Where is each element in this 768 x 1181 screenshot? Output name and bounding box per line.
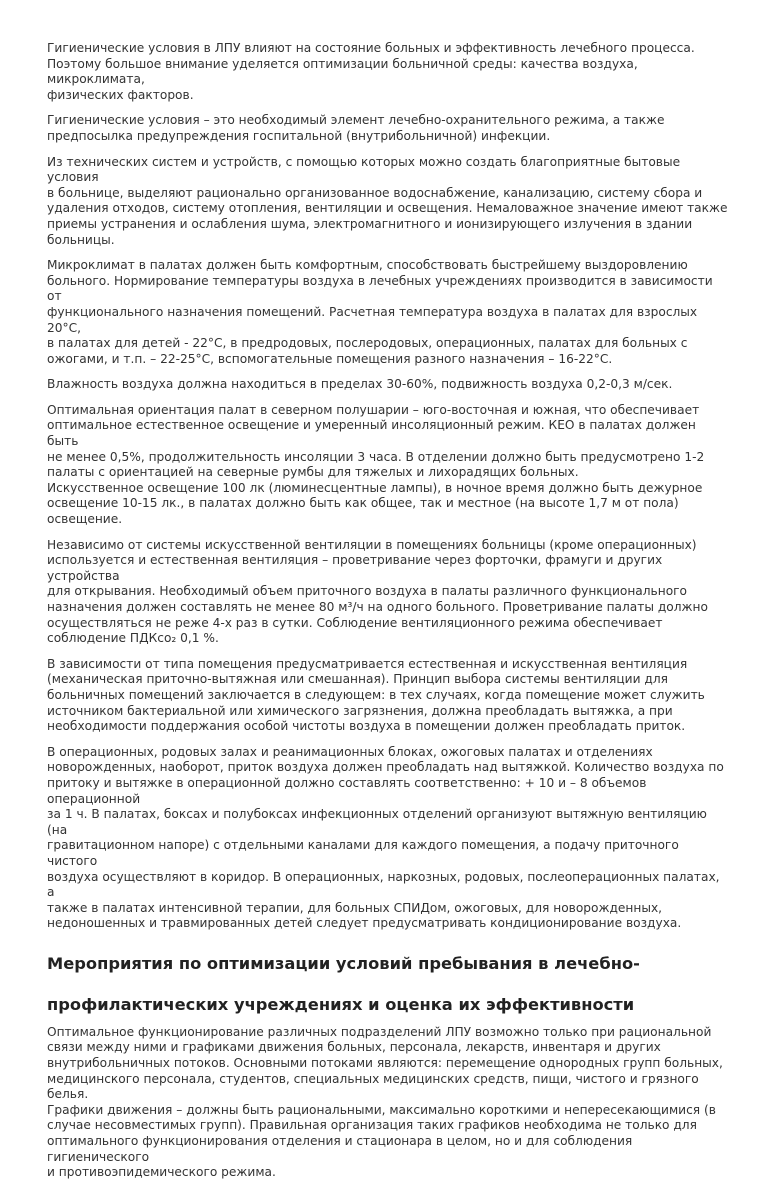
paragraph-hygiene-definition: Гигиенические условия – это необходимый элемент лечебно-охранительного режима, а также предпосылка предупреждения госпитальной (внутрибольничной) инфекции. — [47, 113, 665, 143]
paragraph-orientation-lighting: Оптимальная ориентация палат в северном полушарии – юго-восточная и южная, что обеспечивает оптимальное естественное освещение и умеренный инсоляционный режим. КЕО в палатах должен быть не менее 0,5%, продолжительность инсоляции 3 часа. В отделении должно быть предусмотрено 1-2 палаты с ориентацией на северные румбы для тяжелых и лихорадящих больных. Искусственное освещение 100 лк (люминесцентные лампы), в ночное время должно быть дежурное освещение 10-15 лк., в палатах должно быть как общее, так и местное (на высоте 1,7 м от пола) освещение. — [47, 402, 705, 527]
paragraph-technical-systems: Из технических систем и устройств, с помощью которых можно создать благоприятные бытовые условия в больнице, выделяют рационально организованное водоснабжение, канализацию, систему сбора и удаления отходов, систему отопления, вентиляции и освещения. Немаловажное значение имеют также приемы устранения и ослабления шума, электромагнитного и ионизирующего излучения в здании больницы. — [47, 154, 728, 247]
paragraph-operating-ventilation: В операционных, родовых залах и реанимационных блоках, ожоговых палатах и отделениях новорожденных, наоборот, приток воздуха должен преобладать над вытяжкой. Количество воздуха по притоку и вытяжке в операционной должно составлять соответственно: + 10 и – 8 объемов операционной за 1 ч. В палатах, боксах и полубоксах инфекционных отделений организуют вытяжную вентиляцию (на гравитационном напоре) с отдельными каналами для каждого помещения, а подачу приточного чистого воздуха осуществляют в коридор. В операционных, наркозных, родовых, послеоперационных палатах, а также в палатах интенсивной терапии, для больных СПИДом, ожоговых, для новорожденных, недоношенных и травмированных детей следует предусматривать кондиционирование воздуха. — [47, 744, 724, 931]
paragraph-humidity: Влажность воздуха должна находиться в пределах 30-60%, подвижность воздуха 0,2-0,3 м/сек. — [47, 377, 673, 392]
section-heading-line-1: Мероприятия по оптимизации условий пребывания в лечебно- — [47, 953, 640, 973]
paragraph-hygiene-intro: Гигиенические условия в ЛПУ влияют на состояние больных и эффективность лечебного процесса. Поэтому большое внимание уделяется оптимизации больничной среды: качества воздуха, микроклимата, физических факторов. — [47, 41, 695, 102]
paragraph-microclimate: Микроклимат в палатах должен быть комфортным, способствовать быстрейшему выздоровлению больного. Нормирование температуры воздуха в лечебных учреждениях производится в зависимости от функционального назначения помещений. Расчетная температура воздуха в палатах для взрослых 20°С, в палатах для детей - 22°С, в предродовых, послеродовых, операционных, палатах для больных с ожогами, и т.п. – 22-25°С, вспомогательные помещения разного назначения – 16-22°С. — [47, 258, 713, 366]
paragraph-flows-organization: Оптимальное функционирование различных подразделений ЛПУ возможно только при рациональной связи между ними и графиками движения больных, персонала, лекарств, инвентаря и других внутрибольничных потоков. Основными потоками являются: перемещение однородных групп больных, медицинского персонала, студентов, специальных медицинских средств, пищи, чистого и грязного белья. Графики движения – должны быть рациональными, максимально короткими и непересекающимися (в случае несовместимых групп). Правильная организация таких графиков необходима не только для оптимального функционирования отделения и стационара в целом, но и для соблюдения гигиенического и противоэпидемического режима. — [47, 1024, 723, 1180]
section-heading-line-2: профилактических учреждениях и оценка их эффективности — [47, 994, 635, 1014]
paragraph-natural-ventilation: Независимо от системы искусственной вентиляции в помещениях больницы (кроме операционных) используется и естественная вентиляция – проветривание через форточки, фрамуги и других устройства для открывания. Необходимый объем приточного воздуха в палаты различного функционального назначения должен составлять не менее 80 м³/ч на одного больного. Проветривание палаты должно осуществляться не реже 4-х раз в сутки. Соблюдение вентиляционного режима обеспечивает соблюдение ПДКсо₂ 0,1 %. — [47, 537, 708, 646]
paragraph-ventilation-choice: В зависимости от типа помещения предусматривается естественная и искусственная вентиляция (механическая приточно-вытяжная или смешанная). Принцип выбора системы вентиляции для больничных помещений заключается в следующем: в тех случаях, когда помещение может служить источником бактериальной или химического загрязнения, должна преобладать вытяжка, а при необходимости поддержания особой чистоты воздуха в помещении должен преобладать приток. — [47, 656, 705, 734]
